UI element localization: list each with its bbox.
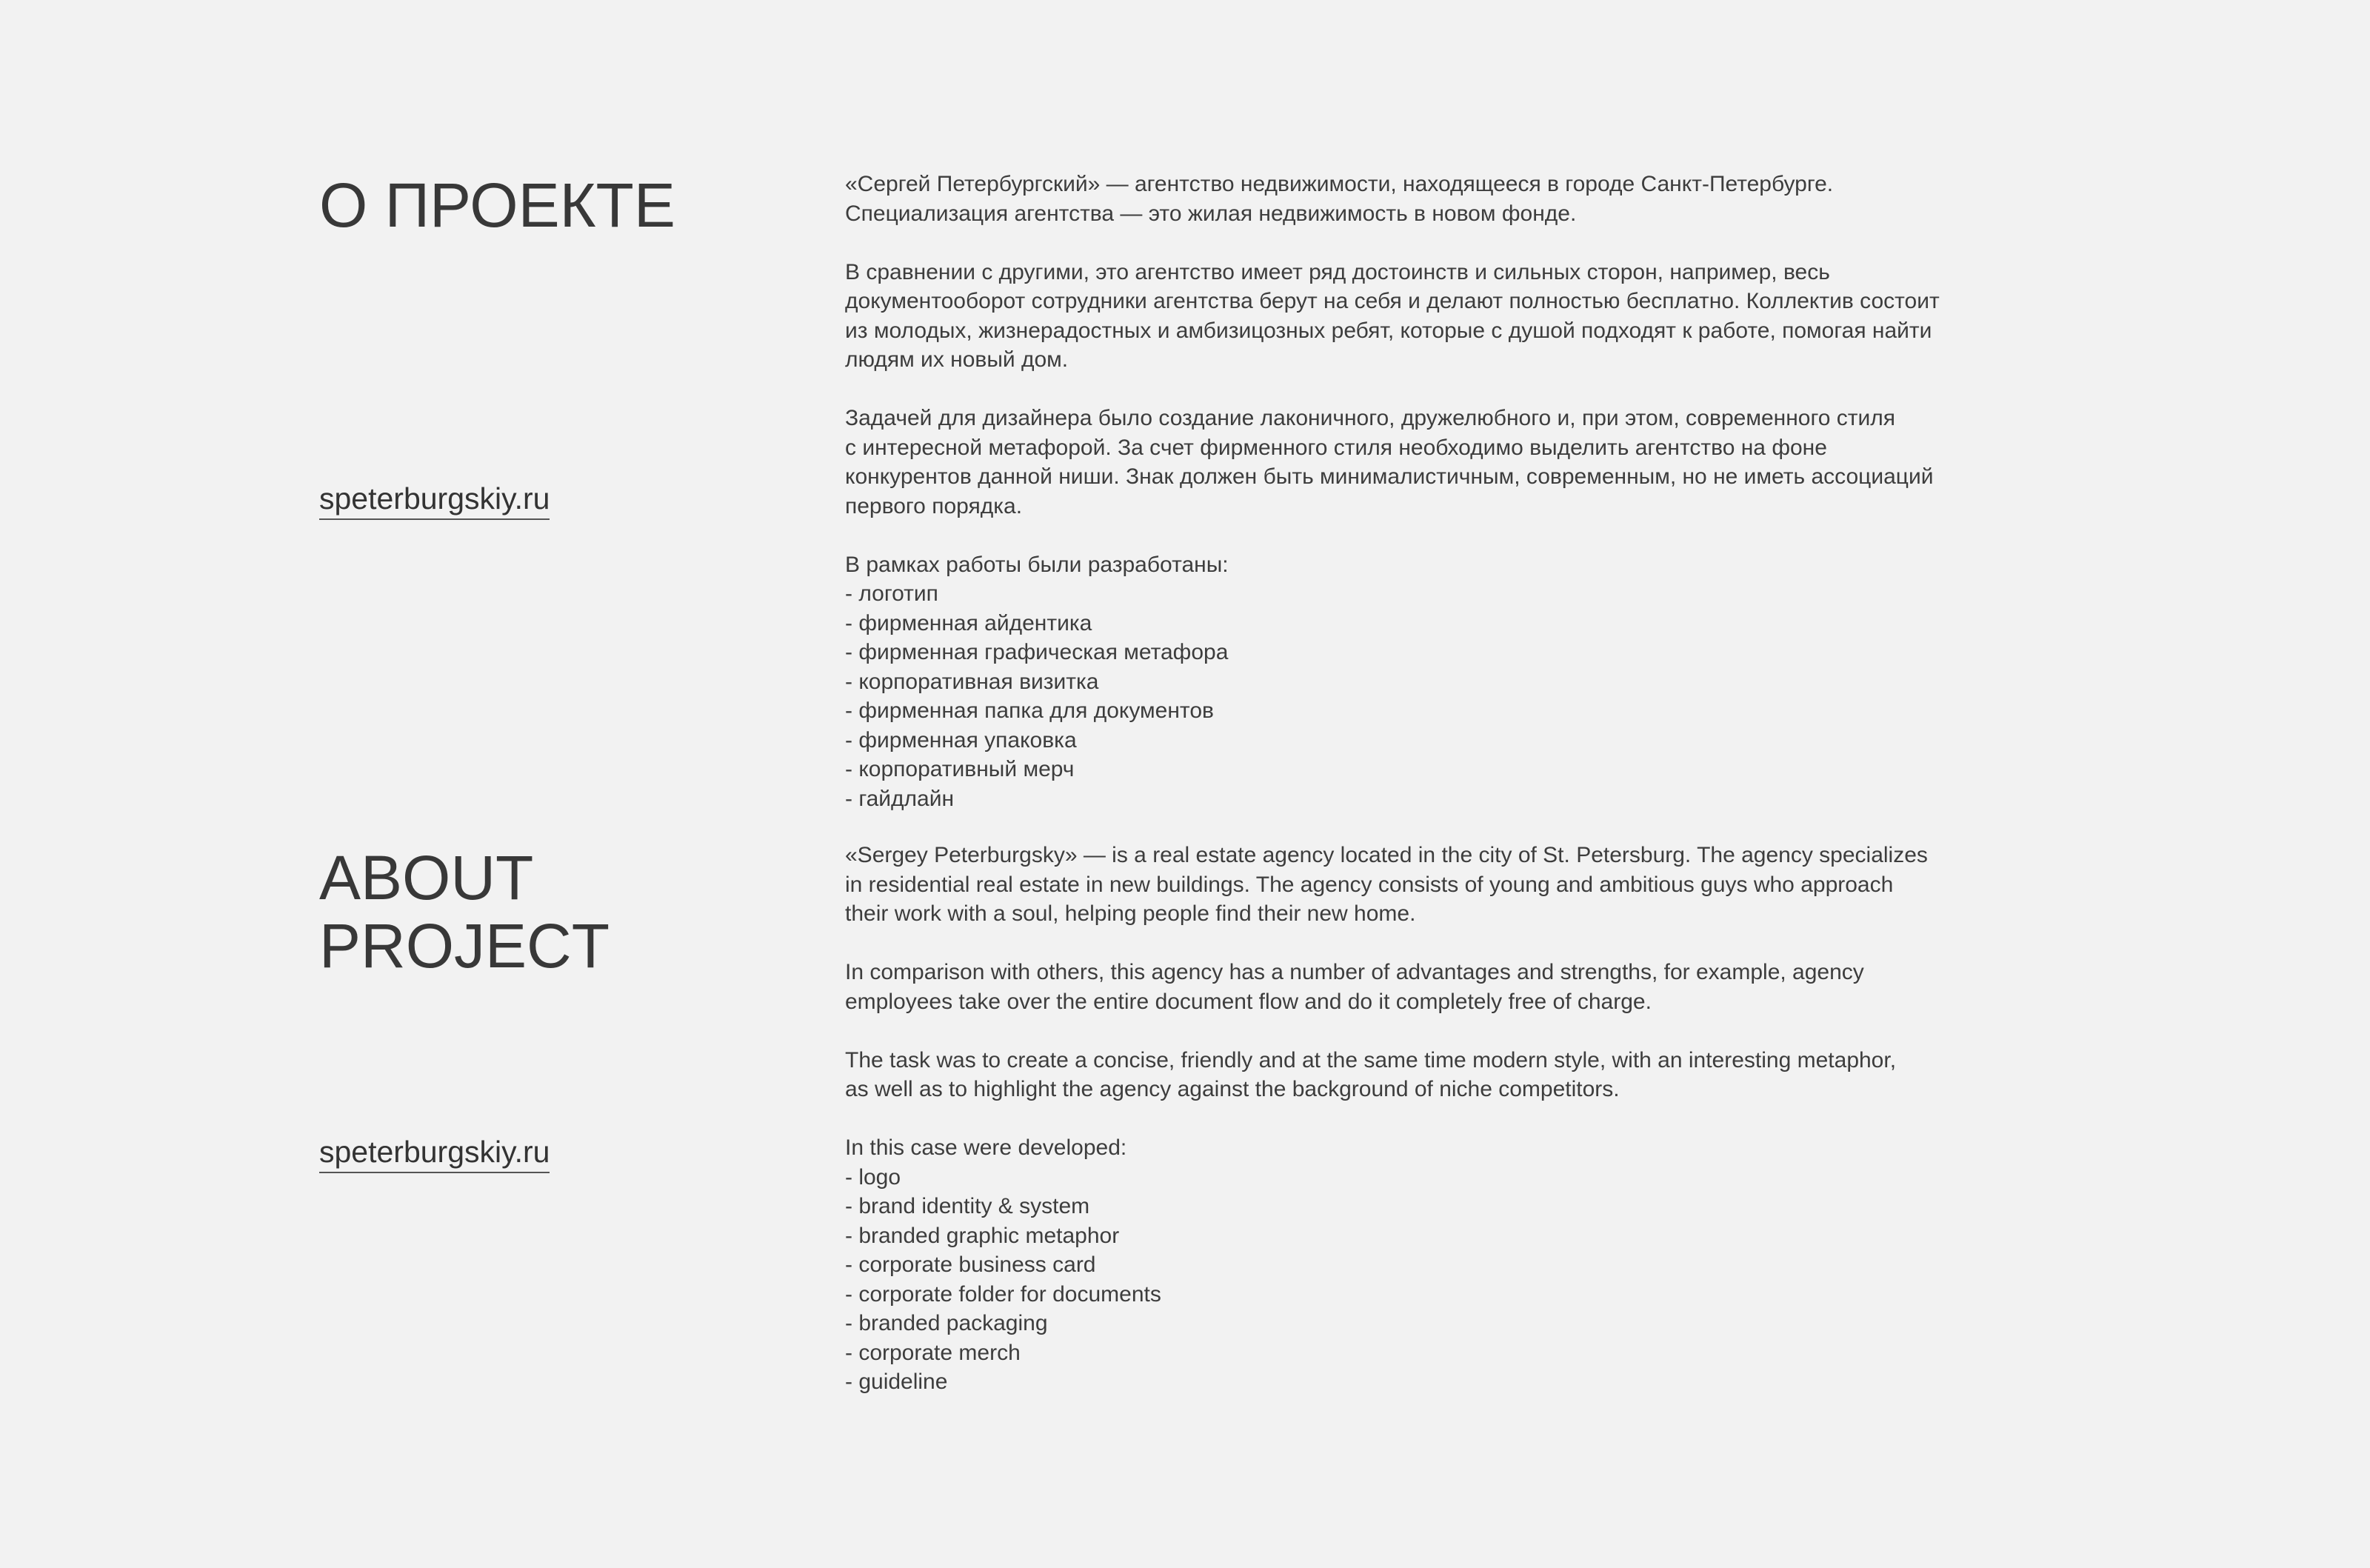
- deliverables-list-item: - корпоративная визитка: [845, 669, 1099, 694]
- description-column: [845, 841, 1928, 1397]
- description-paragraph: [845, 841, 1928, 929]
- deliverables-list-item: - фирменная айдентика: [845, 610, 1092, 635]
- text-line: as well as to highlight the agency against the background of niche competitors.: [845, 1077, 1620, 1101]
- text-line: their work with a soul, helping people find their new home.: [845, 901, 1416, 926]
- deliverables-list: [845, 579, 1940, 813]
- website-link[interactable]: speterburgskiy.ru: [319, 484, 550, 520]
- section-title: [319, 844, 610, 980]
- text-line: The task was to create a concise, friendly and at the same time modern style, with an interesting metaphor,: [845, 1047, 1897, 1072]
- text-line: конкурентов данной ниши. Знак должен быть минималистичным, современным, но не иметь ассоциаций: [845, 464, 1934, 489]
- section-title: [319, 171, 675, 239]
- deliverables-list-item: - brand identity & system: [845, 1194, 1090, 1218]
- text-line: людям их новый дом.: [845, 347, 1069, 372]
- deliverables-list-item: - фирменная папка для документов: [845, 698, 1214, 723]
- text-line: документооборот сотрудники агентства берут на себя и делают полностью бесплатно. Коллектив состоит: [845, 289, 1940, 313]
- deliverables-title: В рамках работы были разработаны:: [845, 552, 1229, 577]
- text-line: In comparison with others, this agency has a number of advantages and strengths, for example, agency: [845, 960, 1864, 984]
- deliverables-list-item: - logo: [845, 1164, 901, 1190]
- text-line: in residential real estate in new buildings. The agency consists of young and ambitious guys who approach: [845, 872, 1894, 897]
- deliverables-list: [845, 1163, 1928, 1397]
- deliverables-list-item: - фирменная упаковка: [845, 727, 1077, 753]
- deliverables-list-item: - corporate folder for documents: [845, 1281, 1161, 1307]
- section-title-line: ABOUT: [319, 843, 534, 913]
- text-line: первого порядка.: [845, 493, 1023, 518]
- text-line: Задачей для дизайнера было создание лаконичного, дружелюбного и, при этом, современного стиля: [845, 406, 1896, 430]
- website-link[interactable]: speterburgskiy.ru: [319, 1137, 550, 1173]
- text-line: employees take over the entire document flow and do it completely free of charge.: [845, 989, 1652, 1014]
- text-line: Специализация агентства — это жилая недвижимость в новом фонде.: [845, 201, 1577, 226]
- deliverables-list-item: - фирменная графическая метафора: [845, 640, 1229, 664]
- deliverables-list-item: - корпоративный мерч: [845, 757, 1075, 781]
- deliverables-list-item: - corporate business card: [845, 1252, 1096, 1277]
- text-line: с интересной метафорой. За счет фирменного стиля необходимо выделить агентство на фоне: [845, 435, 1827, 460]
- section-title-line: О ПРОЕКТЕ: [319, 170, 675, 240]
- deliverables-list-item: - логотип: [845, 581, 938, 606]
- text-line: «Sergey Peterburgsky» — is a real estate agency located in the city of St. Petersburg. The agency specializes: [845, 843, 1928, 867]
- description-paragraph: [845, 258, 1940, 375]
- description-column: [845, 170, 1940, 813]
- description-paragraph: [845, 170, 1940, 228]
- deliverables-list-item: - branded packaging: [845, 1311, 1048, 1335]
- deliverables-title: In this case were developed:: [845, 1135, 1127, 1160]
- deliverables-block: [845, 1133, 1928, 1397]
- deliverables-list-item: - гайдлайн: [845, 786, 955, 811]
- deliverables-list-item: - branded graphic metaphor: [845, 1223, 1120, 1248]
- deliverables-list-item: - corporate merch: [845, 1340, 1021, 1365]
- text-line: «Сергей Петербургский» — агентство недвижимости, находящееся в городе Санкт-Петербурге.: [845, 172, 1834, 196]
- text-line: из молодых, жизнерадостных и амбизицозных ребят, которые с душой подходят к работе, помогая найти: [845, 318, 1932, 343]
- description-paragraph: [845, 958, 1928, 1016]
- deliverables-block: [845, 550, 1940, 814]
- section-title-line: PROJECT: [319, 911, 610, 981]
- description-paragraph: [845, 1046, 1928, 1104]
- text-line: В сравнении с другими, это агентство имеет ряд достоинств и сильных сторон, например, весь: [845, 259, 1830, 284]
- description-paragraph: [845, 404, 1940, 521]
- deliverables-list-item: - guideline: [845, 1370, 948, 1394]
